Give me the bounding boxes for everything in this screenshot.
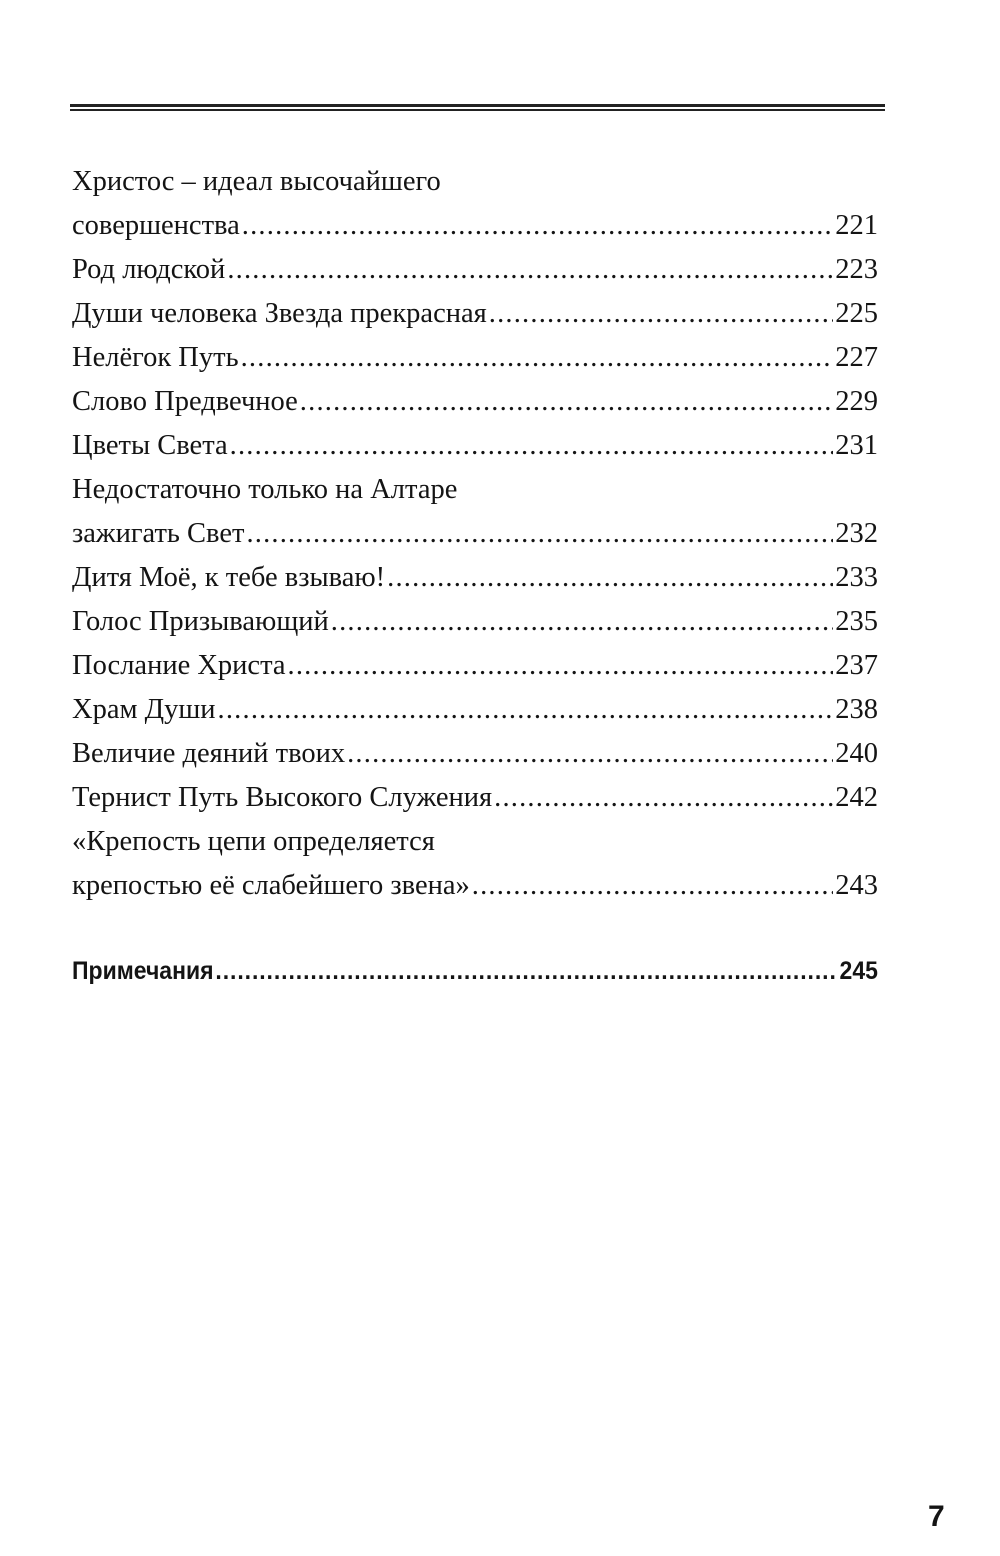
toc-entry <box>72 600 878 644</box>
toc-entry <box>72 204 878 248</box>
toc-entry <box>72 468 878 512</box>
toc-entry <box>72 380 878 424</box>
toc-entry <box>72 424 878 468</box>
toc-entry-title: Храм Души <box>72 694 216 725</box>
toc-entry-title: «Крепость цепи определяется <box>72 826 435 857</box>
leader-dots <box>227 248 833 292</box>
toc-entry-title: совершенства <box>72 210 240 241</box>
toc-entry <box>72 644 878 688</box>
toc-entry-page: 225 <box>835 298 878 329</box>
toc-entry-page: 237 <box>835 650 878 681</box>
leader-dots <box>241 336 834 380</box>
toc-entry-title: Голос Призывающий <box>72 606 329 637</box>
leader-dots <box>230 424 834 468</box>
toc-entry-title: Цветы Света <box>72 430 228 461</box>
leader-dots <box>494 776 833 820</box>
toc-entry <box>72 556 878 600</box>
toc-entry-page: 233 <box>835 562 878 593</box>
page-number: 7 <box>928 1500 945 1533</box>
leader-dots <box>246 512 833 556</box>
leader-dots <box>288 644 834 688</box>
toc-entry-page: 231 <box>835 430 878 461</box>
toc-entry-title: Дитя Моё, к тебе взываю! <box>72 562 386 593</box>
toc-entry-page: 221 <box>835 210 878 241</box>
leader-dots <box>215 948 837 994</box>
leader-dots <box>331 600 833 644</box>
toc-entry-title: Тернист Путь Высокого Служения <box>72 782 493 813</box>
notes-title: Примечания <box>72 957 214 985</box>
toc-entry <box>72 160 878 204</box>
leader-dots <box>472 864 834 908</box>
toc-entry <box>72 336 878 380</box>
toc-entry <box>72 776 878 820</box>
toc-entry <box>72 688 878 732</box>
toc-entry-title: Души человека Звезда прекрасная <box>72 298 487 329</box>
toc-entry <box>72 512 878 556</box>
toc-entry <box>72 820 878 864</box>
toc-entry-page: 238 <box>835 694 878 725</box>
toc-entry-title: Послание Христа <box>72 650 286 681</box>
leader-dots <box>387 556 833 600</box>
toc-entry-page: 243 <box>835 870 878 901</box>
toc-entry-title: Род людской <box>72 254 226 285</box>
toc-entry-title: Недостаточно только на Алтаре <box>72 474 458 505</box>
leader-dots <box>242 204 833 248</box>
leader-dots <box>300 380 833 424</box>
toc-entry-page: 232 <box>835 518 878 549</box>
toc-entry-page: 240 <box>835 738 878 769</box>
leader-dots <box>347 732 833 776</box>
toc-entry-title: зажигать Свет <box>72 518 245 549</box>
toc-entry-page: 229 <box>835 386 878 417</box>
toc-entry-page: 235 <box>835 606 878 637</box>
toc-entry-page: 242 <box>835 782 878 813</box>
toc-entry-title: Христос – идеал высочайшего <box>72 166 441 197</box>
toc-entry-title: Слово Предвечное <box>72 386 298 417</box>
toc-entry <box>72 864 878 908</box>
toc-entry-page: 227 <box>835 342 878 373</box>
toc-entry-title: Величие деяний твоих <box>72 738 346 769</box>
toc-entry-page: 223 <box>835 254 878 285</box>
toc-entry <box>72 292 878 336</box>
notes-page: 245 <box>839 957 878 985</box>
leader-dots <box>489 292 834 336</box>
header-rule <box>70 104 885 112</box>
toc-entry <box>72 248 878 292</box>
toc-entry-title: крепостью её слабейшего звена» <box>72 870 470 901</box>
toc-entry-title: Нелёгок Путь <box>72 342 239 373</box>
leader-dots <box>218 688 834 732</box>
table-of-contents <box>72 160 878 908</box>
toc-entry-notes <box>72 948 878 994</box>
toc-entry <box>72 732 878 776</box>
